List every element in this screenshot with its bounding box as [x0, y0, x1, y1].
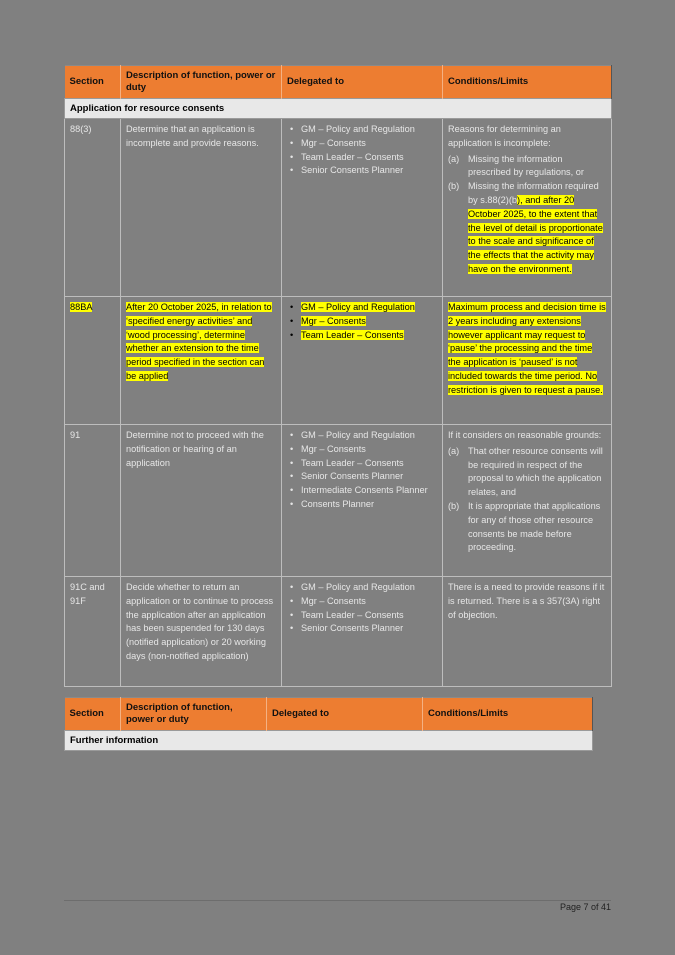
section-cell: 91C and 91F [65, 577, 121, 687]
delegated-cell [282, 577, 443, 687]
section-cell [65, 297, 121, 425]
delegate-item: • Mgr – Consents [287, 443, 437, 457]
condition-marker: (b) [448, 500, 460, 511]
delegate-item: • GM – Policy and Regulation [287, 123, 437, 137]
table-row-highlighted [65, 297, 612, 425]
conditions-list [448, 153, 606, 277]
conditions-intro: Reasons for determining an application is incomplete: [448, 124, 561, 148]
table-header-row [65, 66, 612, 99]
delegate-list [287, 123, 437, 178]
highlighted-text: Mgr – Consents [301, 315, 366, 326]
delegated-cell [282, 297, 443, 425]
delegate-item: • Mgr – Consents [287, 137, 437, 151]
header-section: Section [65, 66, 121, 99]
delegate-item [287, 315, 437, 329]
condition-marker: (b) [448, 181, 460, 192]
header-description: Description of function, power or duty [121, 66, 282, 99]
conditions-cell: There is a need to provide reasons if it is returned. There is a s 357(3A) right of objection. [443, 577, 612, 687]
header-conditions: Conditions/Limits [443, 66, 612, 99]
further-information-table [64, 697, 593, 751]
condition-text: Missing the information prescribed by regulations, or [468, 153, 584, 178]
group-row [65, 731, 593, 751]
conditions-cell [443, 297, 612, 425]
header-conditions: Conditions/Limits [423, 698, 593, 731]
delegate-list [287, 301, 437, 342]
condition-text: That other resource consents will be required in respect of the proposal to which the application relates, and [468, 445, 603, 498]
condition-item [448, 500, 606, 555]
description-cell: Determine not to proceed with the notification or hearing of an application [121, 425, 282, 577]
condition-marker: (a) [448, 153, 460, 164]
section-cell: 88(3) [65, 119, 121, 297]
highlighted-text: After 20 October 2025, in relation to ‘specified energy activities’ and ‘wood processing’, determine whether an extension to the time period specified in the section can be applied [126, 302, 272, 381]
highlighted-text: GM – Policy and Regulation [301, 302, 415, 312]
delegate-item: • Senior Consents Planner [287, 164, 437, 178]
condition-item [448, 180, 606, 277]
condition-item [448, 445, 606, 500]
conditions-cell [443, 425, 612, 577]
delegate-list [287, 581, 437, 636]
condition-text: It is appropriate that applications for any of those other resource consents be made before proceeding. [468, 500, 601, 553]
delegate-item: • Team Leader – Consents [287, 151, 437, 165]
table-row [65, 577, 612, 687]
condition-marker: (a) [448, 445, 460, 456]
conditions-intro: If it considers on reasonable grounds: [448, 430, 602, 440]
conditions-cell [443, 119, 612, 297]
delegate-item: • Senior Consents Planner [287, 622, 437, 636]
section-cell: 91 [65, 425, 121, 577]
conditions-list [448, 445, 606, 555]
delegate-item [287, 301, 437, 315]
description-cell: Decide whether to return an application or to continue to process the application after an application has been suspended for 130 days (notified application) or 20 working days (non-notified application) [121, 577, 282, 687]
description-cell: Determine that an application is incomplete and provide reasons. [121, 119, 282, 297]
highlighted-text: Team Leader – Consents [301, 329, 404, 340]
delegated-cell [282, 425, 443, 577]
delegate-item [287, 329, 437, 343]
group-title: Application for resource consents [65, 99, 612, 119]
table-row [65, 119, 612, 297]
highlighted-text: Maximum process and decision time is 2 years including any extensions however applicant may request to ‘pause’ the processing and the time the application is ‘paused’ is not included towards the time period. No restriction is given to request a pause. [448, 302, 606, 395]
header-section: Section [65, 698, 121, 731]
footer-divider [64, 900, 611, 901]
header-description: Description of function, power or duty [121, 698, 267, 731]
delegate-item: • GM – Policy and Regulation [287, 429, 437, 443]
delegate-item: • Team Leader – Consents [287, 457, 437, 471]
header-delegated-to: Delegated to [282, 66, 443, 99]
condition-item [448, 153, 606, 181]
description-cell [121, 297, 282, 425]
delegated-cell [282, 119, 443, 297]
delegate-item: • Mgr – Consents [287, 595, 437, 609]
header-delegated-to: Delegated to [267, 698, 423, 731]
group-title: Further information [65, 731, 593, 751]
highlighted-text: 88BA [70, 302, 93, 312]
table-row [65, 425, 612, 577]
delegations-table [64, 65, 612, 687]
delegate-item: • Consents Planner [287, 498, 437, 512]
delegate-item: • Senior Consents Planner [287, 470, 437, 484]
delegate-item: • Team Leader – Consents [287, 609, 437, 623]
highlighted-amendment: ), and after 20 October 2025, to the extent that the level of detail is proportionate to the scale and significance of the effects that the activity may have on the environment. [468, 194, 603, 274]
page-number: Page 7 of 41 [559, 902, 611, 912]
delegate-list [287, 429, 437, 512]
delegate-item: • GM – Policy and Regulation [287, 581, 437, 595]
condition-text: Missing the information required by s.88(2)(b [468, 181, 599, 205]
delegate-item: • Intermediate Consents Planner [287, 484, 437, 498]
table-header-row [65, 698, 593, 731]
group-row [65, 99, 612, 119]
